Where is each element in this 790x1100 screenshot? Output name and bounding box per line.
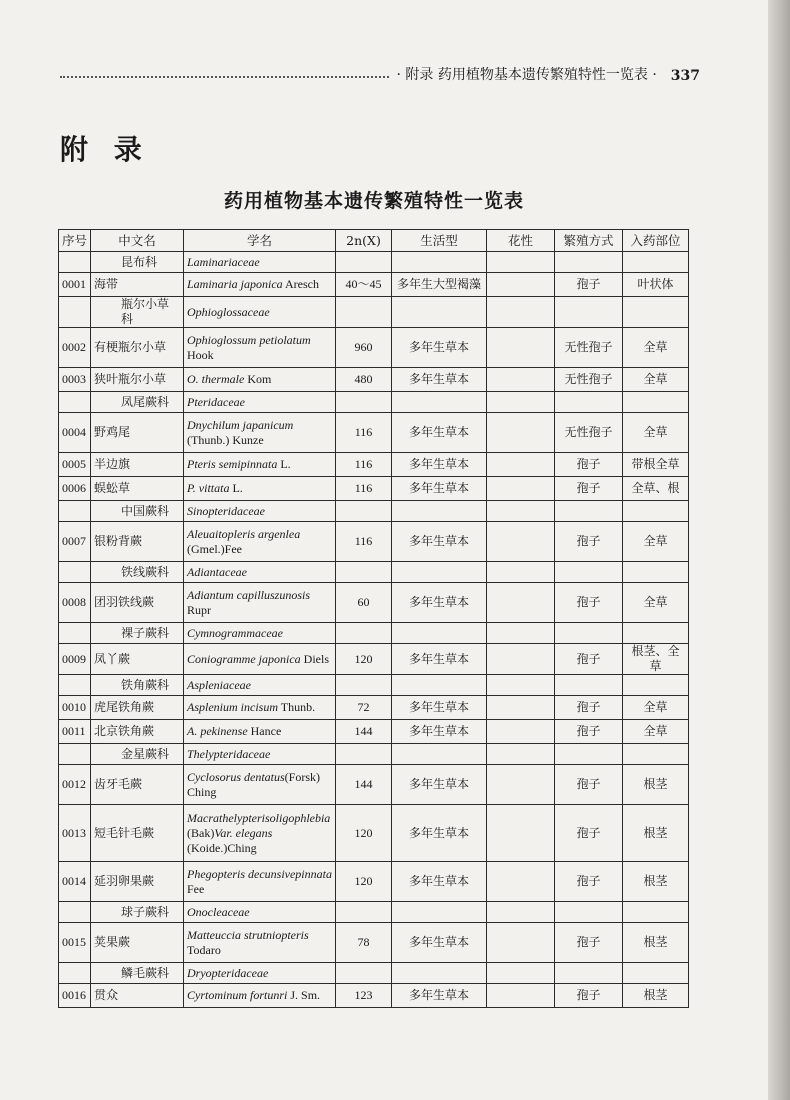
flower-sex	[487, 923, 555, 963]
family-empty-cell	[623, 501, 689, 522]
chinese-name: 凤丫蕨	[91, 644, 184, 675]
reproduction: 孢子	[555, 720, 623, 744]
reproduction: 孢子	[555, 583, 623, 623]
chromosome-number: 960	[336, 328, 392, 368]
life-form: 多年生草本	[392, 644, 487, 675]
family-cn-name: 裸子蕨科	[91, 623, 184, 644]
chinese-name: 银粉背蕨	[91, 522, 184, 562]
life-form: 多年生大型褐藻	[392, 273, 487, 297]
family-empty-cell	[623, 963, 689, 984]
family-empty-cell	[555, 501, 623, 522]
family-empty-cell	[555, 744, 623, 765]
sci-name-author: Fee	[187, 881, 205, 896]
reproduction: 孢子	[555, 984, 623, 1008]
family-no-cell	[59, 744, 91, 765]
table-row	[59, 273, 689, 297]
medicinal-part: 全草	[623, 328, 689, 368]
reproduction: 孢子	[555, 862, 623, 902]
family-empty-cell	[487, 675, 555, 696]
chromosome-number: 144	[336, 720, 392, 744]
sci-name-italic: Pteris semipinnata	[187, 457, 278, 471]
life-form: 多年生草本	[392, 413, 487, 453]
flower-sex	[487, 522, 555, 562]
flower-sex	[487, 696, 555, 720]
family-cn-name: 鳞毛蕨科	[91, 963, 184, 984]
sci-name-author: (Gmel.)Fee	[187, 541, 242, 556]
life-form: 多年生草本	[392, 453, 487, 477]
scientific-name	[184, 368, 336, 392]
sci-name-author: (Koide.)Ching	[187, 840, 257, 855]
chinese-name: 延羽卵果蕨	[91, 862, 184, 902]
chromosome-number: 72	[336, 696, 392, 720]
reproduction: 孢子	[555, 453, 623, 477]
family-empty-cell	[555, 963, 623, 984]
scientific-name	[184, 644, 336, 675]
family-no-cell	[59, 562, 91, 583]
family-empty-cell	[336, 297, 392, 328]
family-row	[59, 963, 689, 984]
row-number: 0004	[59, 413, 91, 453]
life-form: 多年生草本	[392, 765, 487, 805]
sci-name-italic: Dnychilum japanicum	[187, 417, 294, 432]
leader-dots	[60, 76, 389, 78]
chinese-name: 齿牙毛蕨	[91, 765, 184, 805]
family-empty-cell	[555, 252, 623, 273]
family-empty-cell	[392, 675, 487, 696]
family-empty-cell	[392, 392, 487, 413]
family-empty-cell	[336, 675, 392, 696]
table-row	[59, 696, 689, 720]
family-row	[59, 252, 689, 273]
reproduction: 孢子	[555, 765, 623, 805]
table-row	[59, 413, 689, 453]
scientific-name	[184, 453, 336, 477]
sci-name-italic: Coniogramme japonica	[187, 651, 301, 666]
medicinal-part: 叶状体	[623, 273, 689, 297]
header-cn-name: 中文名	[91, 230, 184, 252]
sci-name-italic: P. vittata	[187, 481, 230, 495]
family-empty-cell	[336, 963, 392, 984]
scientific-name	[184, 720, 336, 744]
family-cn-name: 铁角蕨科	[91, 675, 184, 696]
chinese-name: 短毛针毛蕨	[91, 805, 184, 862]
row-number: 0013	[59, 805, 91, 862]
chinese-name: 有梗瓶尔小草	[91, 328, 184, 368]
page-number: 337	[670, 68, 700, 84]
scientific-name	[184, 696, 336, 720]
family-latin-name: Adiantaceae	[184, 562, 336, 583]
life-form: 多年生草本	[392, 368, 487, 392]
chromosome-number: 144	[336, 765, 392, 805]
row-number: 0015	[59, 923, 91, 963]
medicinal-part: 根茎	[623, 765, 689, 805]
family-empty-cell	[487, 902, 555, 923]
flower-sex	[487, 583, 555, 623]
sci-name-author: J. Sm.	[287, 988, 321, 1002]
family-cn-name: 中国蕨科	[91, 501, 184, 522]
family-no-cell	[59, 297, 91, 328]
sci-name-italic: Adiantum capilluszunosis	[187, 587, 311, 602]
sci-name-author: (Thunb.) Kunze	[187, 432, 264, 447]
family-cn-name: 球子蕨科	[91, 902, 184, 923]
header-life-form: 生活型	[392, 230, 487, 252]
family-empty-cell	[623, 675, 689, 696]
medicinal-part: 全草	[623, 696, 689, 720]
chromosome-number: 116	[336, 453, 392, 477]
sci-name-author: (Bak)	[187, 825, 215, 840]
family-latin-name: Aspleniaceae	[184, 675, 336, 696]
family-empty-cell	[336, 392, 392, 413]
chromosome-number: 116	[336, 522, 392, 562]
table-row	[59, 644, 689, 675]
life-form: 多年生草本	[392, 522, 487, 562]
flower-sex	[487, 413, 555, 453]
chinese-name: 虎尾铁角蕨	[91, 696, 184, 720]
scientific-name	[184, 477, 336, 501]
family-row	[59, 744, 689, 765]
table-row	[59, 477, 689, 501]
life-form: 多年生草本	[392, 805, 487, 862]
family-row	[59, 392, 689, 413]
life-form: 多年生草本	[392, 328, 487, 368]
header-reproduction: 繁殖方式	[555, 230, 623, 252]
row-number: 0011	[59, 720, 91, 744]
table-row	[59, 862, 689, 902]
life-form: 多年生草本	[392, 984, 487, 1008]
chinese-name: 荚果蕨	[91, 923, 184, 963]
family-no-cell	[59, 252, 91, 273]
chromosome-number: 123	[336, 984, 392, 1008]
family-empty-cell	[555, 675, 623, 696]
scientific-name	[184, 862, 336, 902]
life-form: 多年生草本	[392, 862, 487, 902]
scientific-name	[184, 273, 336, 297]
row-number: 0007	[59, 522, 91, 562]
sci-name-italic: Var. elegans	[214, 825, 273, 840]
row-number: 0009	[59, 644, 91, 675]
chinese-name: 贯众	[91, 984, 184, 1008]
family-empty-cell	[392, 501, 487, 522]
medicinal-part: 根茎	[623, 984, 689, 1008]
family-empty-cell	[392, 744, 487, 765]
family-empty-cell	[555, 562, 623, 583]
sci-name-author: Thunb.	[278, 700, 316, 714]
sci-name-italic: Asplenium incisum	[187, 700, 278, 714]
row-number: 0001	[59, 273, 91, 297]
sci-name-author: Todaro	[187, 942, 221, 957]
scientific-name	[184, 923, 336, 963]
sci-name-italic: Aleuaitopleris argenlea	[187, 526, 301, 541]
table-title: 药用植物基本遗传繁殖特性一览表	[223, 190, 524, 212]
flower-sex	[487, 328, 555, 368]
family-empty-cell	[392, 902, 487, 923]
table-body	[59, 252, 689, 1008]
flower-sex	[487, 453, 555, 477]
family-no-cell	[59, 623, 91, 644]
table-row	[59, 583, 689, 623]
header-flower-sex: 花性	[487, 230, 555, 252]
sci-name-author: Hance	[247, 724, 282, 738]
row-number: 0014	[59, 862, 91, 902]
header-chromosome: 2n(X)	[336, 230, 392, 252]
row-number: 0010	[59, 696, 91, 720]
family-row	[59, 675, 689, 696]
chromosome-number: 40～45	[336, 273, 392, 297]
family-empty-cell	[555, 902, 623, 923]
flower-sex	[487, 644, 555, 675]
chinese-name: 蜈蚣草	[91, 477, 184, 501]
family-empty-cell	[487, 252, 555, 273]
chinese-name: 海带	[91, 273, 184, 297]
reproduction: 孢子	[555, 923, 623, 963]
reproduction: 无性孢子	[555, 413, 623, 453]
sci-name-italic: Phegopteris decunsivepinnata	[187, 866, 332, 881]
family-empty-cell	[392, 252, 487, 273]
scientific-name	[184, 522, 336, 562]
family-row	[59, 501, 689, 522]
table-row	[59, 805, 689, 862]
family-latin-name: Ophioglossaceae	[184, 297, 336, 328]
family-empty-cell	[623, 392, 689, 413]
sci-name-italic: Macrathelypterisoligophlebia	[187, 810, 331, 825]
life-form: 多年生草本	[392, 583, 487, 623]
family-empty-cell	[336, 252, 392, 273]
sci-name-author: (Forsk)	[284, 769, 321, 784]
sci-name-author: Diels	[300, 651, 330, 666]
scientific-name	[184, 984, 336, 1008]
family-empty-cell	[392, 297, 487, 328]
family-latin-name: Cymnogrammaceae	[184, 623, 336, 644]
reproduction: 孢子	[555, 644, 623, 675]
sci-name-italic: Cyclosorus dentatus	[187, 769, 285, 784]
family-empty-cell	[623, 902, 689, 923]
sci-name-italic: Laminaria japonica	[187, 277, 283, 291]
family-latin-name: Onocleaceae	[184, 902, 336, 923]
reproduction: 无性孢子	[555, 328, 623, 368]
sci-name-italic: O. thermale	[187, 372, 245, 386]
family-cn-name: 凤尾蕨科	[91, 392, 184, 413]
header-medicinal-part: 入药部位	[623, 230, 689, 252]
header-no: 序号	[59, 230, 91, 252]
family-empty-cell	[336, 501, 392, 522]
chinese-name: 狭叶瓶尔小草	[91, 368, 184, 392]
sci-name-italic: Cyrtominum fortunri	[187, 988, 288, 1002]
flower-sex	[487, 273, 555, 297]
scientific-name	[184, 328, 336, 368]
family-empty-cell	[336, 562, 392, 583]
reproduction: 无性孢子	[555, 368, 623, 392]
table-row	[59, 720, 689, 744]
family-empty-cell	[487, 562, 555, 583]
chromosome-number: 120	[336, 862, 392, 902]
medicinal-part: 带根全草	[623, 453, 689, 477]
family-empty-cell	[487, 623, 555, 644]
chromosome-number: 116	[336, 477, 392, 501]
life-form: 多年生草本	[392, 696, 487, 720]
family-empty-cell	[487, 392, 555, 413]
flower-sex	[487, 368, 555, 392]
book-spine-shadow	[768, 0, 790, 1100]
family-empty-cell	[487, 744, 555, 765]
family-row	[59, 623, 689, 644]
medicinal-part: 根茎、全草	[623, 644, 689, 675]
chinese-name: 半边旗	[91, 453, 184, 477]
header-sci-name: 学名	[184, 230, 336, 252]
family-cn-name: 金星蕨科	[91, 744, 184, 765]
flower-sex	[487, 765, 555, 805]
family-empty-cell	[392, 562, 487, 583]
family-row	[59, 902, 689, 923]
sci-name-author: L.	[277, 457, 291, 471]
sci-name-author: Kom	[244, 372, 272, 386]
family-empty-cell	[555, 623, 623, 644]
reproduction: 孢子	[555, 477, 623, 501]
sci-name-italic: Matteuccia strutniopteris	[187, 927, 309, 942]
table-row	[59, 765, 689, 805]
family-empty-cell	[392, 963, 487, 984]
family-row	[59, 297, 689, 328]
sci-name-italic: A. pekinense	[187, 724, 248, 738]
family-empty-cell	[487, 501, 555, 522]
sci-name-author: Ching	[187, 784, 217, 799]
medicinal-part: 全草、根	[623, 477, 689, 501]
table-row	[59, 522, 689, 562]
flower-sex	[487, 984, 555, 1008]
header-row	[59, 230, 689, 252]
running-head-text: · 附录 药用植物基本遗传繁殖特性一览表 ·	[396, 67, 657, 83]
table-row	[59, 923, 689, 963]
family-empty-cell	[623, 744, 689, 765]
chinese-name: 北京铁角蕨	[91, 720, 184, 744]
row-number: 0008	[59, 583, 91, 623]
scientific-name	[184, 805, 336, 862]
scientific-name	[184, 765, 336, 805]
family-empty-cell	[487, 297, 555, 328]
table-row	[59, 328, 689, 368]
chinese-name: 野鸡尾	[91, 413, 184, 453]
table-row	[59, 453, 689, 477]
family-no-cell	[59, 963, 91, 984]
reproduction: 孢子	[555, 522, 623, 562]
row-number: 0012	[59, 765, 91, 805]
traits-table	[58, 229, 689, 1008]
medicinal-part: 根茎	[623, 862, 689, 902]
flower-sex	[487, 805, 555, 862]
family-empty-cell	[623, 297, 689, 328]
medicinal-part: 全草	[623, 413, 689, 453]
sci-name-author: Rupr	[187, 602, 211, 617]
family-latin-name: Pteridaceae	[184, 392, 336, 413]
family-latin-name: Dryopteridaceae	[184, 963, 336, 984]
family-no-cell	[59, 902, 91, 923]
running-head	[60, 62, 700, 84]
scientific-name	[184, 413, 336, 453]
sci-name-author: Hook	[187, 347, 214, 362]
family-empty-cell	[555, 297, 623, 328]
row-number: 0006	[59, 477, 91, 501]
medicinal-part: 根茎	[623, 923, 689, 963]
flower-sex	[487, 477, 555, 501]
medicinal-part: 全草	[623, 720, 689, 744]
reproduction: 孢子	[555, 273, 623, 297]
family-cn-name: 铁线蕨科	[91, 562, 184, 583]
life-form: 多年生草本	[392, 720, 487, 744]
family-no-cell	[59, 501, 91, 522]
sci-name-author: Aresch	[282, 277, 319, 291]
medicinal-part: 全草	[623, 583, 689, 623]
family-empty-cell	[623, 623, 689, 644]
family-empty-cell	[555, 392, 623, 413]
family-latin-name: Thelypteridaceae	[184, 744, 336, 765]
chromosome-number: 480	[336, 368, 392, 392]
chromosome-number: 120	[336, 644, 392, 675]
family-no-cell	[59, 392, 91, 413]
table-row	[59, 368, 689, 392]
sci-name-author: L.	[229, 481, 243, 495]
family-row	[59, 562, 689, 583]
family-latin-name: Sinopteridaceae	[184, 501, 336, 522]
chromosome-number: 116	[336, 413, 392, 453]
chromosome-number: 78	[336, 923, 392, 963]
reproduction: 孢子	[555, 805, 623, 862]
row-number: 0005	[59, 453, 91, 477]
chromosome-number: 120	[336, 805, 392, 862]
row-number: 0003	[59, 368, 91, 392]
family-cn-name: 瓶尔小草科	[91, 297, 184, 328]
family-empty-cell	[623, 562, 689, 583]
family-latin-name: Laminariaceae	[184, 252, 336, 273]
life-form: 多年生草本	[392, 923, 487, 963]
family-cn-name: 昆布科	[91, 252, 184, 273]
family-empty-cell	[623, 252, 689, 273]
reproduction: 孢子	[555, 696, 623, 720]
family-empty-cell	[336, 744, 392, 765]
family-empty-cell	[336, 902, 392, 923]
sci-name-italic: Ophioglossum petiolatum	[187, 332, 311, 347]
row-number: 0016	[59, 984, 91, 1008]
row-number: 0002	[59, 328, 91, 368]
table-row	[59, 984, 689, 1008]
flower-sex	[487, 862, 555, 902]
medicinal-part: 全草	[623, 368, 689, 392]
chromosome-number: 60	[336, 583, 392, 623]
chinese-name: 团羽铁线蕨	[91, 583, 184, 623]
medicinal-part: 全草	[623, 522, 689, 562]
family-no-cell	[59, 675, 91, 696]
family-empty-cell	[336, 623, 392, 644]
scientific-name	[184, 583, 336, 623]
medicinal-part: 根茎	[623, 805, 689, 862]
life-form: 多年生草本	[392, 477, 487, 501]
flower-sex	[487, 720, 555, 744]
family-empty-cell	[392, 623, 487, 644]
family-empty-cell	[487, 963, 555, 984]
appendix-heading: 附 录	[60, 133, 150, 166]
